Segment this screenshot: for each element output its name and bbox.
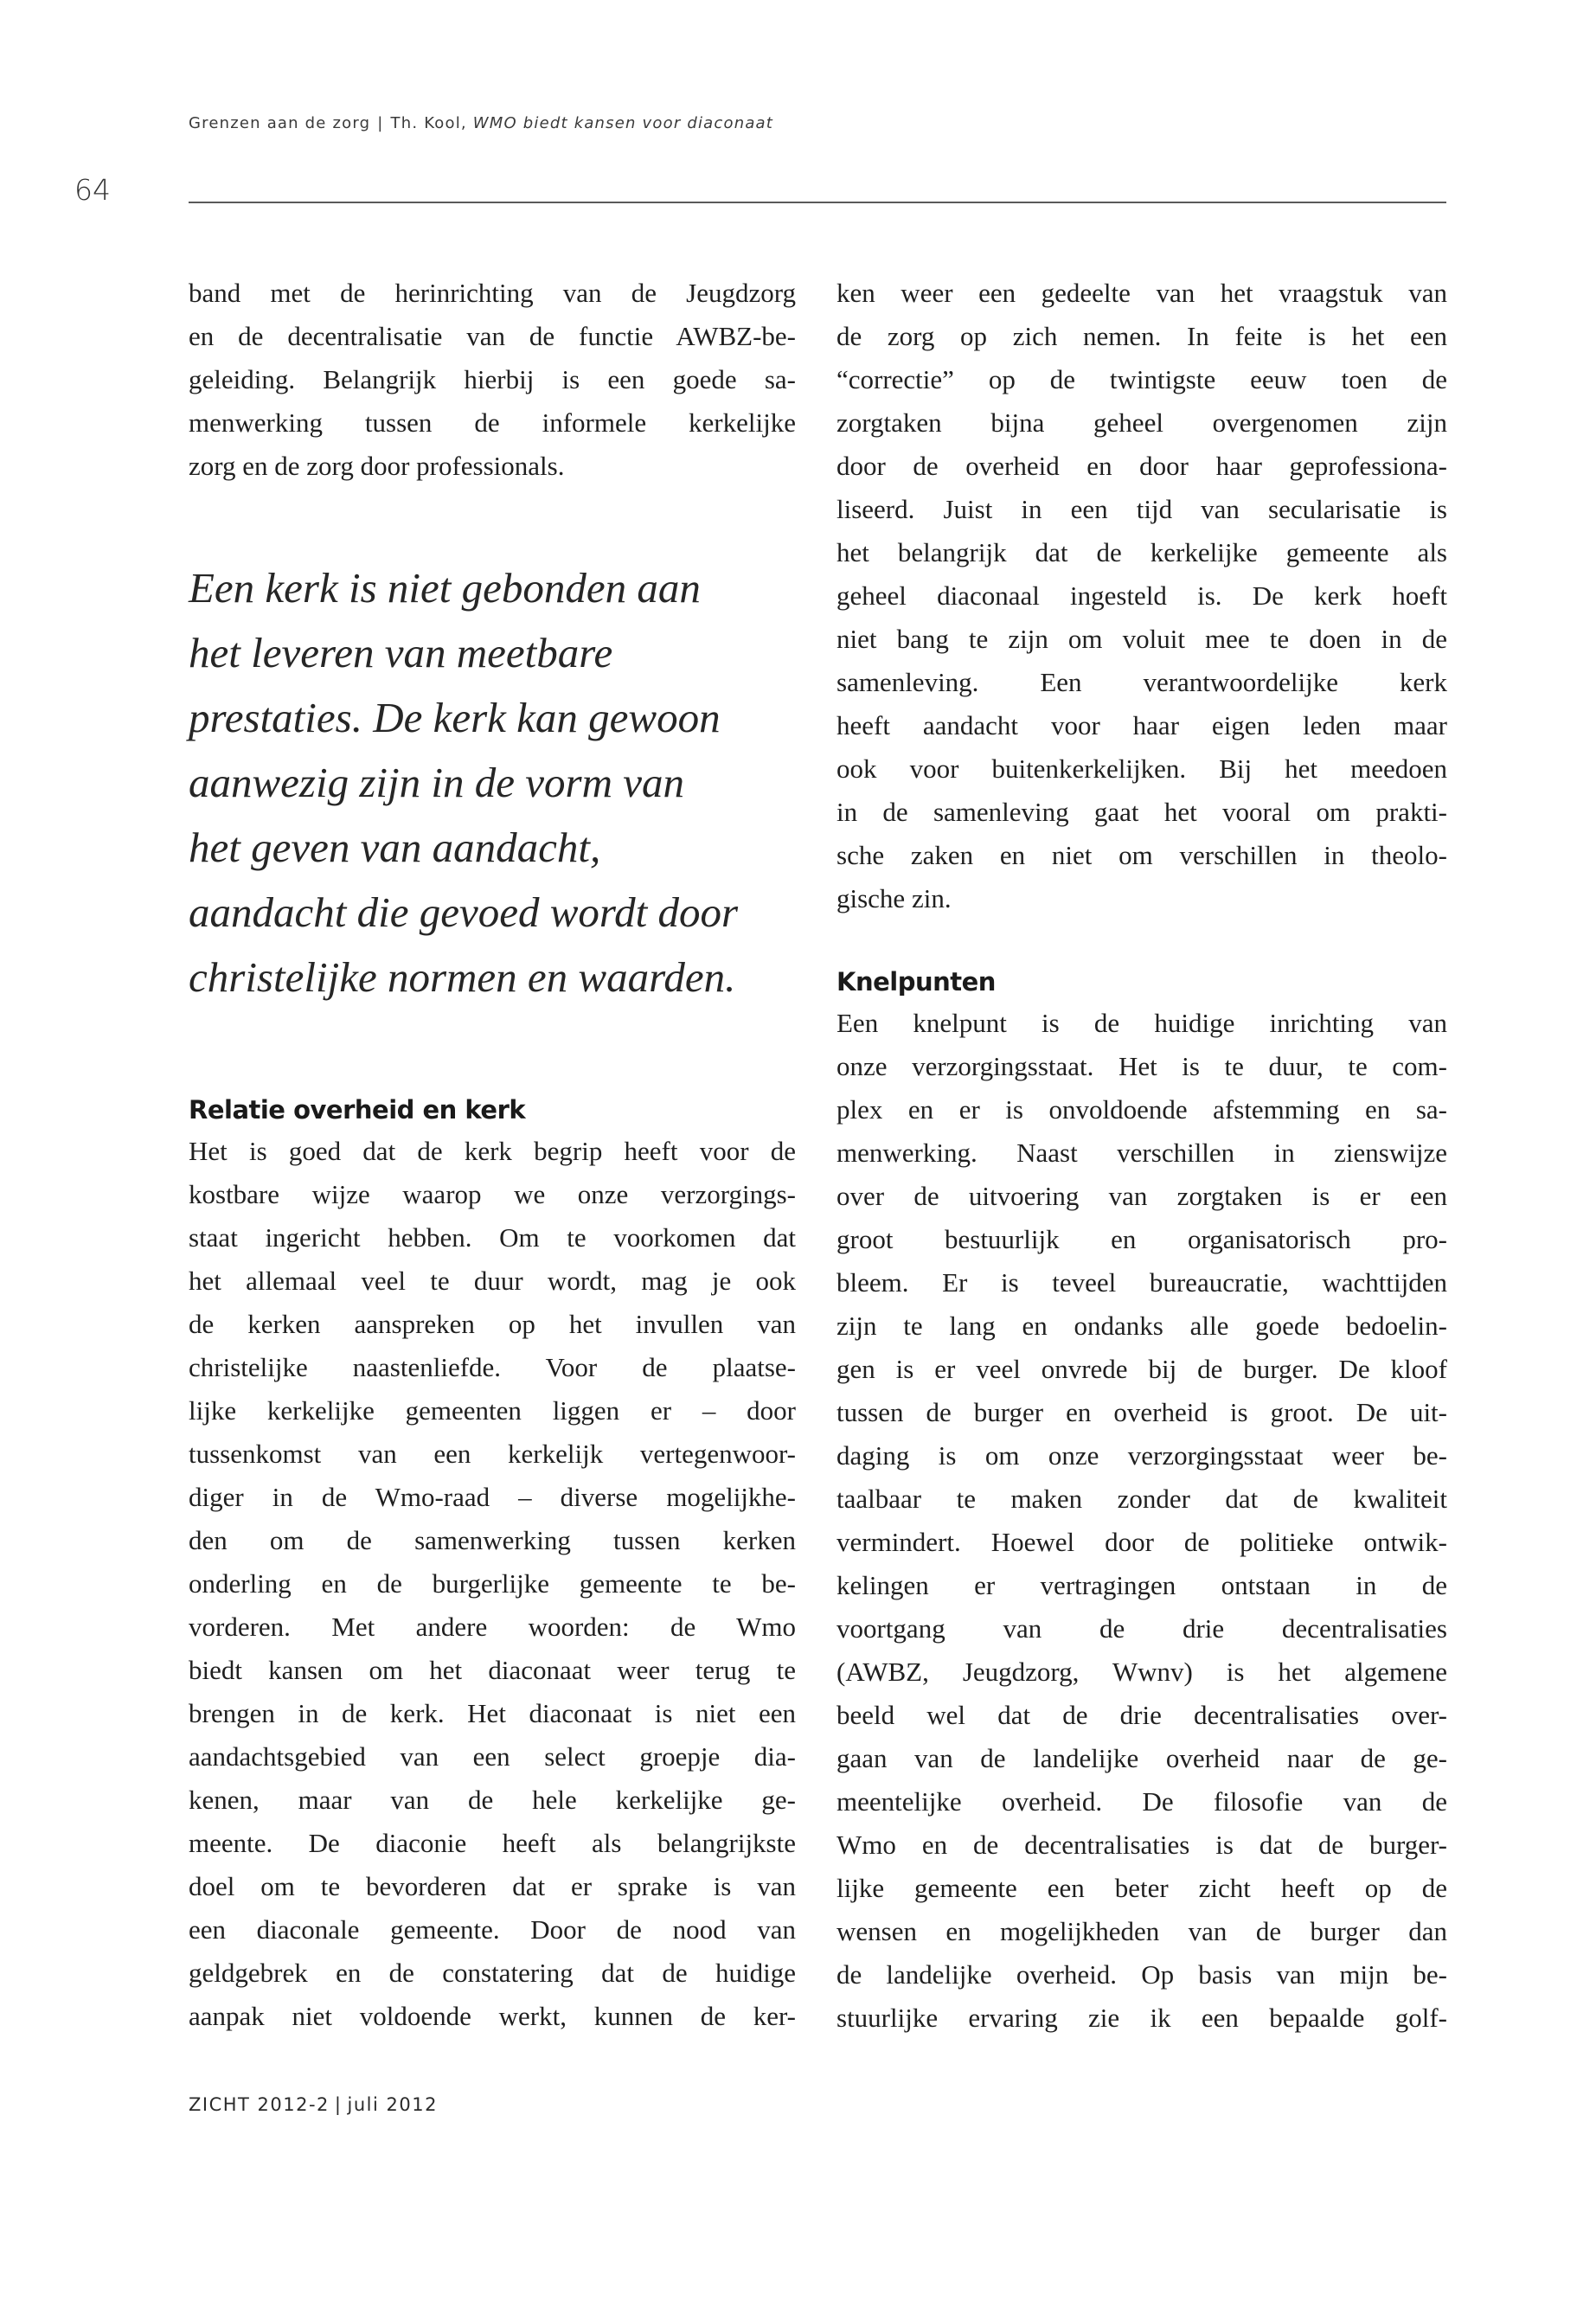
header-rule <box>189 202 1446 203</box>
text-line: meente. De diaconie heeft als belangrijkste <box>189 1828 796 1858</box>
text-line: het belangrijk dat de kerkelijke gemeente als <box>836 537 1447 567</box>
text-line: den om de samenwerking tussen kerken <box>189 1525 796 1555</box>
pull-quote-line: het leveren van meetbare <box>189 629 613 676</box>
text-line: gen is er veel onvrede bij de burger. De kloof <box>836 1354 1447 1384</box>
footer-separator: | <box>334 2094 343 2115</box>
running-head <box>189 113 773 134</box>
text-line: samenleving. Een verantwoordelijke kerk <box>836 667 1447 697</box>
text-line: Wmo en de decentralisaties is dat de burger- <box>836 1830 1447 1860</box>
text-line: kostbare wijze waarop we onze verzorgings- <box>189 1179 796 1209</box>
text-line: ook voor buitenkerkelijken. Bij het meedoen <box>836 753 1447 784</box>
text-line: liseerd. Juist in een tijd van secularisatie is <box>836 494 1447 524</box>
text-line: “correctie” op de twintigste eeuw toen de <box>836 364 1447 394</box>
text-line: de landelijke overheid. Op basis van mijn be- <box>836 1959 1447 1990</box>
text-line: over de uitvoering van zorgtaken is er een <box>836 1181 1447 1211</box>
text-line: in de samenleving gaat het vooral om prakti- <box>836 797 1447 827</box>
text-line: zorgtaken bijna geheel overgenomen zijn <box>836 407 1447 438</box>
text-line: gische zin. <box>836 883 952 913</box>
running-head-section: Grenzen aan de zorg <box>189 114 371 132</box>
text-line: tussenkomst van een kerkelijk vertegenwoor- <box>189 1439 796 1469</box>
text-line: lijke kerkelijke gemeenten liggen er – door <box>189 1395 796 1426</box>
text-line: bleem. Er is teveel bureaucratie, wachttijden <box>836 1267 1447 1298</box>
running-head-separator: | <box>377 114 384 132</box>
pull-quote-line: aandacht die gevoed wordt door <box>189 888 739 936</box>
text-line: zorg en de zorg door professionals. <box>189 451 565 481</box>
running-head-author: Th. Kool, <box>390 114 467 132</box>
text-line: plex en er is onvoldoende afstemming en sa- <box>836 1094 1447 1125</box>
text-line: brengen in de kerk. Het diaconaat is niet een <box>189 1698 796 1728</box>
pull-quote-line: prestaties. De kerk kan gewoon <box>189 694 721 741</box>
text-line: aandachtsgebied van een select groepje dia- <box>189 1741 796 1772</box>
text-line: ken weer een gedeelte van het vraagstuk van <box>836 278 1447 308</box>
text-line: vorderen. Met andere woorden: de Wmo <box>189 1612 796 1642</box>
text-line: tussen de burger en overheid is groot. De uit- <box>836 1397 1447 1427</box>
text-line: diger in de Wmo-raad – diverse mogelijkhe- <box>189 1482 796 1512</box>
text-line: lijke gemeente een beter zicht heeft op de <box>836 1873 1447 1903</box>
section-heading-knelpunten: Knelpunten <box>836 967 996 997</box>
footer-date: juli 2012 <box>347 2094 438 2115</box>
text-line: Het is goed dat de kerk begrip heeft voor de <box>189 1136 796 1166</box>
text-line: wensen en mogelijkheden van de burger dan <box>836 1916 1447 1946</box>
text-line: de kerken aanspreken op het invullen van <box>189 1309 796 1339</box>
text-line: daging is om onze verzorgingsstaat weer be- <box>836 1440 1447 1471</box>
text-line: zijn te lang en ondanks alle goede bedoelin- <box>836 1311 1447 1341</box>
text-line: het allemaal veel te duur wordt, mag je ook <box>189 1266 796 1296</box>
text-line: niet bang te zijn om voluit mee te doen in de <box>836 624 1447 654</box>
text-line: menwerking. Naast verschillen in zienswijze <box>836 1138 1447 1168</box>
text-line: vermindert. Hoewel door de politieke ontwik- <box>836 1527 1447 1557</box>
text-line: (AWBZ, Jeugdzorg, Wwnv) is het algemene <box>836 1657 1447 1687</box>
text-line: gaan van de landelijke overheid naar de ge- <box>836 1743 1447 1773</box>
text-line: biedt kansen om het diaconaat weer terug te <box>189 1655 796 1685</box>
pull-quote-line: christelijke normen en waarden. <box>189 953 736 1001</box>
footer <box>189 2092 438 2118</box>
text-line: geheel diaconaal ingesteld is. De kerk hoeft <box>836 580 1447 611</box>
text-line: band met de herinrichting van de Jeugdzorg <box>189 278 796 308</box>
text-line: doel om te bevorderen dat er sprake is van <box>189 1871 796 1901</box>
text-line: en de decentralisatie van de functie AWBZ-be- <box>189 321 796 351</box>
text-line: sche zaken en niet om verschillen in theolo- <box>836 840 1447 870</box>
text-line: aanpak niet voldoende werkt, kunnen de ker- <box>189 2001 796 2031</box>
text-line: menwerking tussen de informele kerkelijke <box>189 407 796 438</box>
text-line: onze verzorgingsstaat. Het is te duur, te com- <box>836 1051 1447 1081</box>
pull-quote-line: aanwezig zijn in de vorm van <box>189 759 684 806</box>
text-line: groot bestuurlijk en organisatorisch pro- <box>836 1224 1447 1254</box>
text-line: de zorg op zich nemen. In feite is het een <box>836 321 1447 351</box>
text-line: christelijke naastenliefde. Voor de plaatse- <box>189 1352 796 1382</box>
text-line: voortgang van de drie decentralisaties <box>836 1613 1447 1644</box>
pull-quote-line: Een kerk is niet gebonden aan <box>189 564 701 612</box>
text-line: kelingen er vertragingen ontstaan in de <box>836 1570 1447 1600</box>
pull-quote-line: het geven van aandacht, <box>189 824 601 871</box>
text-line: door de overheid en door haar geprofessiona- <box>836 451 1447 481</box>
text-line: geleiding. Belangrijk hierbij is een goede sa- <box>189 364 796 394</box>
text-line: heeft aandacht voor haar eigen leden maar <box>836 710 1447 740</box>
page-number: 64 <box>74 173 111 207</box>
text-line: stuurlijke ervaring zie ik een bepaalde golf- <box>836 2003 1447 2033</box>
text-line: beeld wel dat de drie decentralisaties over- <box>836 1700 1447 1730</box>
text-line: Een knelpunt is de huidige inrichting van <box>836 1008 1447 1038</box>
text-line: een diaconale gemeente. Door de nood van <box>189 1914 796 1945</box>
footer-journal: ZICHT 2012-2 <box>189 2094 330 2115</box>
text-line: taalbaar te maken zonder dat de kwaliteit <box>836 1484 1447 1514</box>
running-head-article-title: WMO biedt kansen voor diaconaat <box>472 114 774 132</box>
text-line: staat ingericht hebben. Om te voorkomen dat <box>189 1222 796 1253</box>
text-line: meentelijke overheid. De filosofie van de <box>836 1786 1447 1817</box>
section-heading-relatie: Relatie overheid en kerk <box>189 1095 526 1125</box>
text-line: geldgebrek en de constatering dat de huidige <box>189 1958 796 1988</box>
text-line: kenen, maar van de hele kerkelijke ge- <box>189 1785 796 1815</box>
text-line: onderling en de burgerlijke gemeente te be- <box>189 1568 796 1599</box>
